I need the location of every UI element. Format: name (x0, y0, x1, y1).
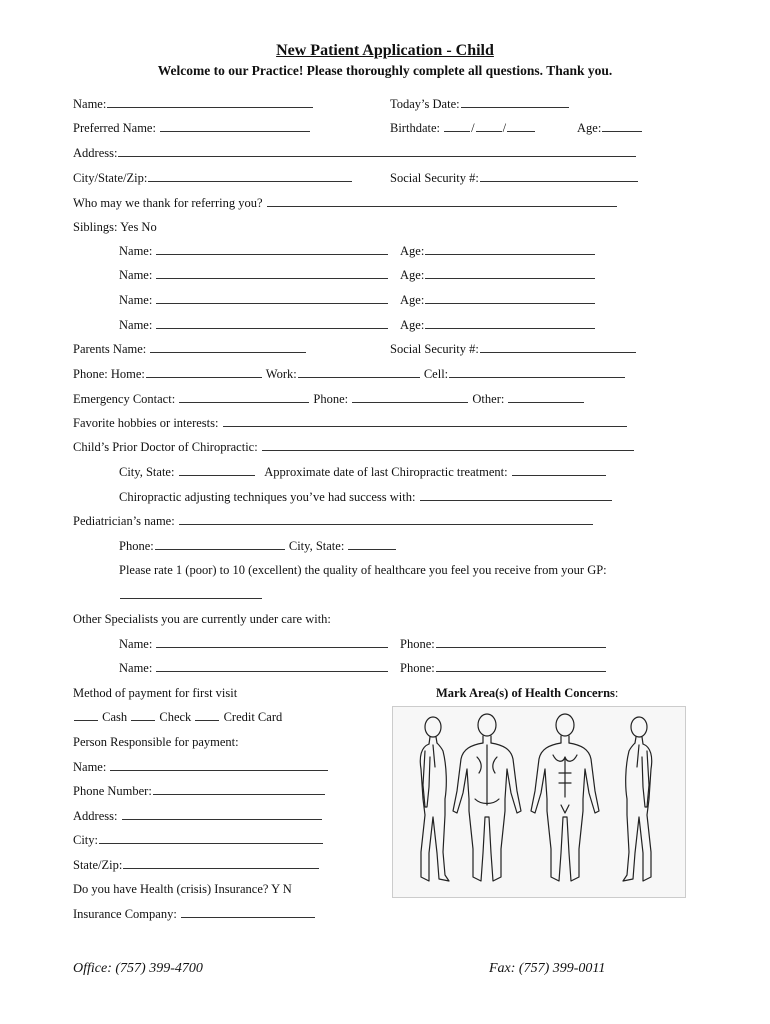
ssn-field[interactable] (480, 170, 638, 182)
resp-city-label: City: (73, 833, 99, 847)
insurance-question: Do you have Health (crisis) Insurance? Y N (73, 882, 292, 896)
todays-date-field[interactable] (461, 96, 569, 108)
resp-city-row (73, 832, 324, 848)
parents-ssn-field[interactable] (480, 341, 636, 353)
techniques-field[interactable] (420, 489, 612, 501)
figure-front (531, 714, 599, 881)
referral-field[interactable] (267, 195, 617, 207)
techniques-row (119, 489, 613, 505)
prior-city-row (119, 464, 607, 480)
emergency-other-label: Other: (472, 392, 505, 406)
resp-state-zip-field[interactable] (123, 857, 319, 869)
sibling-2-age-row (400, 267, 596, 283)
emergency-contact-field[interactable] (179, 391, 309, 403)
credit-card-label: Credit Card (223, 710, 283, 724)
phone-home-field[interactable] (146, 366, 262, 378)
cell-label: Cell: (423, 367, 449, 381)
sibling-3-row (119, 292, 389, 308)
payment-options-row (73, 709, 282, 725)
body-figures-illustration (393, 707, 685, 897)
emergency-other-field[interactable] (508, 391, 584, 403)
resp-address-label: Address: (73, 809, 118, 823)
ped-phone-field[interactable] (155, 538, 285, 550)
payment-method-label: Method of payment for first visit (73, 686, 238, 700)
age-row (577, 120, 643, 136)
sibling-1-age-row (400, 243, 596, 259)
spec-phone-label: Phone: (400, 637, 435, 651)
figure-side-right (420, 717, 449, 881)
ped-city-state-field[interactable] (348, 538, 396, 550)
insurance-company-row (73, 906, 316, 922)
emergency-phone-field[interactable] (352, 391, 468, 403)
resp-phone-row (73, 783, 326, 799)
sibling-name-label: Name: (119, 318, 153, 332)
responsible-label: Person Responsible for payment: (73, 735, 239, 749)
specialist-1-phone-field[interactable] (436, 636, 606, 648)
preferred-name-label: Preferred Name: (73, 121, 156, 135)
sibling-2-age-field[interactable] (425, 267, 595, 279)
sibling-name-label: Name: (119, 268, 153, 282)
address-label: Address: (73, 146, 118, 160)
ssn-label: Social Security #: (390, 171, 479, 185)
approx-date-field[interactable] (512, 464, 606, 476)
hobbies-row (73, 415, 628, 431)
siblings-label: Siblings: Yes No (73, 220, 157, 234)
pediatrician-label: Pediatrician’s name: (73, 514, 175, 528)
ped-phone-label: Phone: (119, 539, 154, 553)
address-row (73, 145, 637, 161)
parents-ssn-label: Social Security #: (390, 342, 479, 356)
specialist-1-phone-row (400, 636, 607, 652)
resp-state-zip-label: State/Zip: (73, 858, 123, 872)
phone-home-label: Phone: Home: (73, 367, 145, 381)
specialist-2-row (119, 660, 389, 676)
insurance-company-field[interactable] (181, 906, 315, 918)
check-label: Check (159, 710, 192, 724)
check-field[interactable] (131, 709, 155, 721)
sibling-4-age-row (400, 317, 596, 333)
sibling-3-age-field[interactable] (425, 292, 595, 304)
name-row (73, 96, 314, 112)
health-concerns-title: Mark Area(s) of Health Concerns (436, 686, 615, 700)
ped-phone-row (119, 538, 397, 554)
sibling-3-age-row (400, 292, 596, 308)
rate-answer-field[interactable] (120, 587, 262, 599)
resp-name-field[interactable] (110, 759, 328, 771)
sibling-4-row (119, 317, 389, 333)
city-state-zip-field[interactable] (148, 170, 352, 182)
work-phone-field[interactable] (298, 366, 420, 378)
sibling-2-row (119, 267, 389, 283)
parents-name-label: Parents Name: (73, 342, 147, 356)
birthdate-label: Birthdate: (390, 121, 440, 135)
resp-state-zip-row (73, 857, 320, 873)
page-title: New Patient Application - Child (276, 42, 494, 59)
city-state-zip-row (73, 170, 353, 186)
sibling-age-label: Age: (400, 268, 425, 282)
hobbies-label: Favorite hobbies or interests: (73, 416, 219, 430)
sibling-4-age-field[interactable] (425, 317, 595, 329)
cell-phone-field[interactable] (449, 366, 625, 378)
figure-back (453, 714, 521, 881)
hobbies-field[interactable] (223, 415, 627, 427)
specialists-label: Other Specialists you are currently under care with: (73, 612, 331, 626)
cash-label: Cash (102, 710, 128, 724)
sibling-1-row (119, 243, 389, 259)
sibling-2-name-field[interactable] (156, 267, 388, 279)
city-state-zip-label: City/State/Zip: (73, 171, 148, 185)
resp-address-field[interactable] (122, 808, 322, 820)
preferred-name-row (73, 120, 311, 136)
emergency-phone-label: Phone: (313, 392, 349, 406)
resp-phone-label: Phone Number: (73, 784, 152, 798)
sibling-age-label: Age: (400, 293, 425, 307)
referral-row (73, 195, 618, 211)
sibling-name-label: Name: (119, 293, 153, 307)
resp-city-field[interactable] (99, 832, 323, 844)
prior-city-state-label: City, State: (119, 465, 175, 479)
emergency-row (73, 391, 585, 407)
resp-name-label: Name: (73, 760, 107, 774)
referral-label: Who may we thank for referring you? (73, 196, 263, 210)
birthdate-day-field[interactable] (476, 120, 502, 132)
parents-name-field[interactable] (150, 341, 306, 353)
name-field[interactable] (107, 96, 313, 108)
parents-ssn-row (390, 341, 637, 357)
birthdate-row (390, 120, 536, 136)
preferred-name-field[interactable] (160, 120, 310, 132)
fax-number: Fax: (757) 399-0011 (489, 961, 606, 976)
insurance-company-label: Insurance Company: (73, 907, 177, 921)
sibling-name-label: Name: (119, 244, 153, 258)
rate-question: Please rate 1 (poor) to 10 (excellent) the quality of healthcare you feel you receive from your GP: (119, 563, 607, 577)
specialist-1-name-field[interactable] (156, 636, 388, 648)
health-concerns-colon: : (614, 686, 619, 700)
spec-phone-label: Phone: (400, 661, 435, 675)
resp-phone-field[interactable] (153, 783, 325, 795)
ped-city-state-label: City, State: (288, 539, 345, 553)
cash-field[interactable] (74, 709, 98, 721)
spec-name-label: Name: (119, 661, 153, 675)
techniques-label: Chiropractic adjusting techniques you’ve had success with: (119, 490, 416, 504)
resp-name-row (73, 759, 329, 775)
health-concerns-heading (436, 685, 618, 701)
sibling-age-label: Age: (400, 318, 425, 332)
birthdate-month-field[interactable] (444, 120, 470, 132)
specialist-2-phone-row (400, 660, 607, 676)
spec-name-label: Name: (119, 637, 153, 651)
pediatrician-row (73, 513, 594, 529)
todays-date-label: Today’s Date: (390, 97, 460, 111)
prior-doctor-field[interactable] (262, 439, 634, 451)
phone-row (73, 366, 626, 382)
body-chart[interactable] (392, 706, 686, 898)
birthdate-sep-2: / (502, 121, 507, 135)
address-field[interactable] (118, 145, 636, 157)
page-subtitle: Welcome to our Practice! Please thoroughly complete all questions. Thank you. (157, 63, 613, 78)
age-field[interactable] (602, 120, 642, 132)
age-label: Age: (577, 121, 602, 135)
specialist-2-phone-field[interactable] (436, 660, 606, 672)
credit-card-field[interactable] (195, 709, 219, 721)
approx-date-label: Approximate date of last Chiropractic treatment: (264, 465, 508, 479)
sibling-3-name-field[interactable] (156, 292, 388, 304)
prior-city-state-field[interactable] (179, 464, 255, 476)
pediatrician-field[interactable] (179, 513, 593, 525)
parents-name-row (73, 341, 307, 357)
office-phone: Office: (757) 399-4700 (73, 961, 203, 976)
todays-date-row (390, 96, 570, 112)
sibling-4-name-field[interactable] (156, 317, 388, 329)
emergency-contact-label: Emergency Contact: (73, 392, 176, 406)
birthdate-sep-1: / (471, 121, 475, 135)
work-label: Work: (265, 367, 297, 381)
sibling-1-name-field[interactable] (156, 243, 388, 255)
birthdate-year-field[interactable] (507, 120, 535, 132)
name-label: Name: (73, 97, 107, 111)
rate-answer-row (119, 587, 263, 603)
resp-address-row (73, 808, 323, 824)
prior-doctor-label: Child’s Prior Doctor of Chiropractic: (73, 440, 258, 454)
specialist-1-row (119, 636, 389, 652)
figure-side-left (623, 717, 652, 881)
sibling-1-age-field[interactable] (425, 243, 595, 255)
prior-doctor-row (73, 439, 635, 455)
ssn-row (390, 170, 639, 186)
specialist-2-name-field[interactable] (156, 660, 388, 672)
sibling-age-label: Age: (400, 244, 425, 258)
